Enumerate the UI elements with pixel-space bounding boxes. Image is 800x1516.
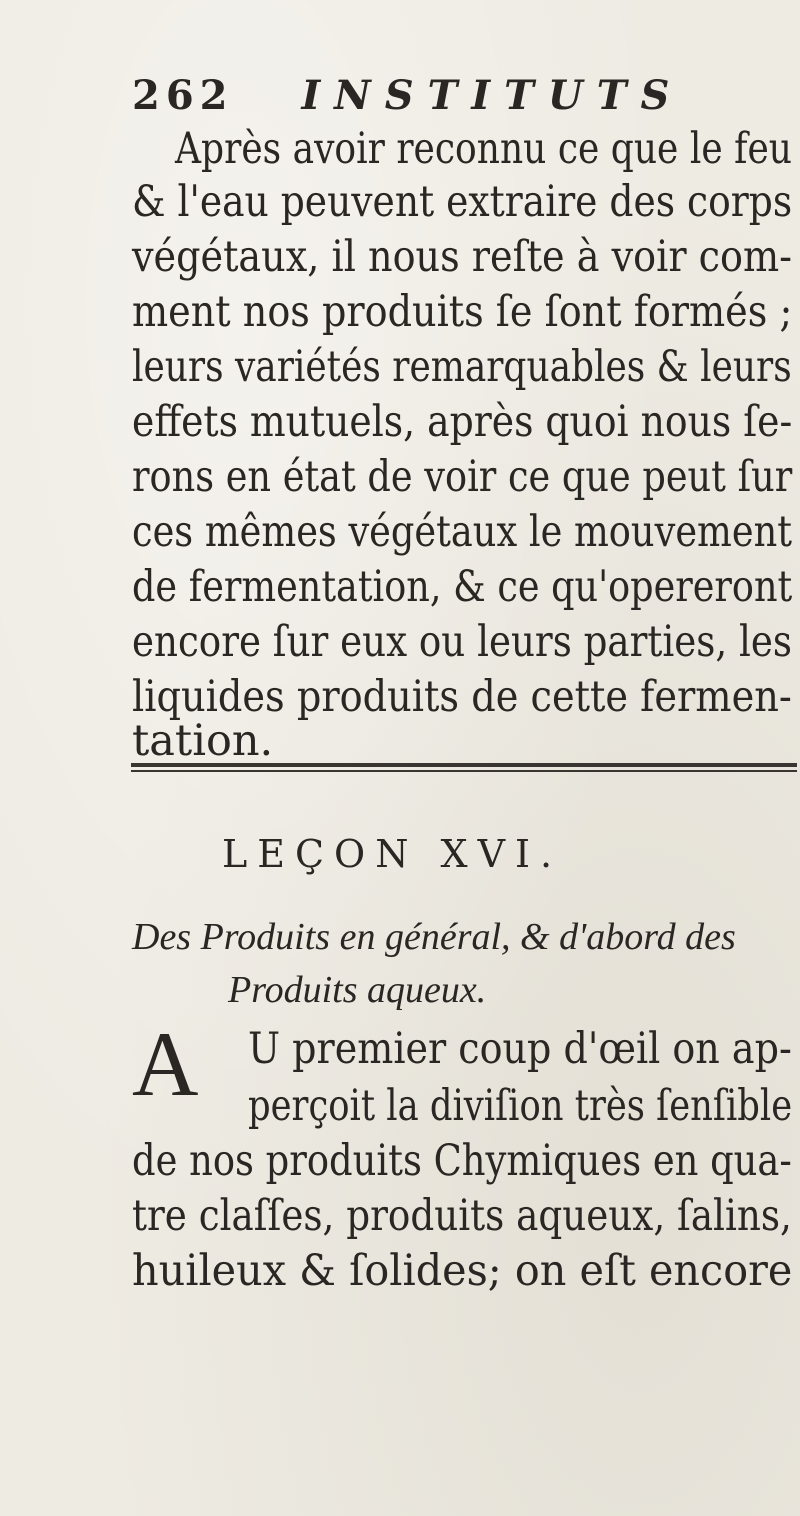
intro-line: liquides produits de cette fermen-	[132, 672, 792, 722]
body-line: tre claſſes, produits aqueux, ſalins,	[132, 1191, 792, 1241]
body-line: U premier coup d'œil on ap-	[248, 1024, 792, 1074]
body-line: de nos produits Chymiques en qua-	[132, 1136, 792, 1186]
intro-line: de fermentation, & ce qu'opereront	[132, 562, 793, 612]
lesson-title: LEÇON XVI.	[222, 832, 563, 876]
intro-line: végétaux, il nous reſte à voir com-	[132, 232, 793, 282]
intro-line: ment nos produits ſe ſont formés ;	[132, 287, 793, 337]
intro-line: rons en état de voir ce que peut ſur	[132, 452, 793, 502]
body-line: huileux & ſolides; on eſt encore	[132, 1246, 793, 1296]
section-divider-rule	[131, 763, 797, 772]
running-title: INSTITUTS	[301, 72, 684, 119]
intro-line: tation.	[132, 716, 274, 766]
intro-line: encore ſur eux ou leurs parties, les	[132, 617, 792, 667]
intro-line: leurs variétés remarquables & leurs	[132, 342, 792, 392]
running-header	[132, 72, 683, 119]
page-number: 262	[132, 72, 234, 119]
intro-line: ces mêmes végétaux le mouvement	[132, 507, 793, 557]
lesson-subtitle-line: Des Produits en général, & d'abord des	[132, 916, 736, 958]
drop-cap: A	[132, 1013, 199, 1115]
intro-line: & l'eau peuvent extraire des corps	[132, 177, 793, 227]
intro-line: Après avoir reconnu ce que le feu	[175, 124, 793, 174]
intro-line: effets mutuels, après quoi nous ſe-	[132, 397, 793, 447]
lesson-subtitle-line: Produits aqueux.	[228, 969, 487, 1011]
body-line: perçoit la diviſion très ſenſible	[248, 1081, 793, 1131]
